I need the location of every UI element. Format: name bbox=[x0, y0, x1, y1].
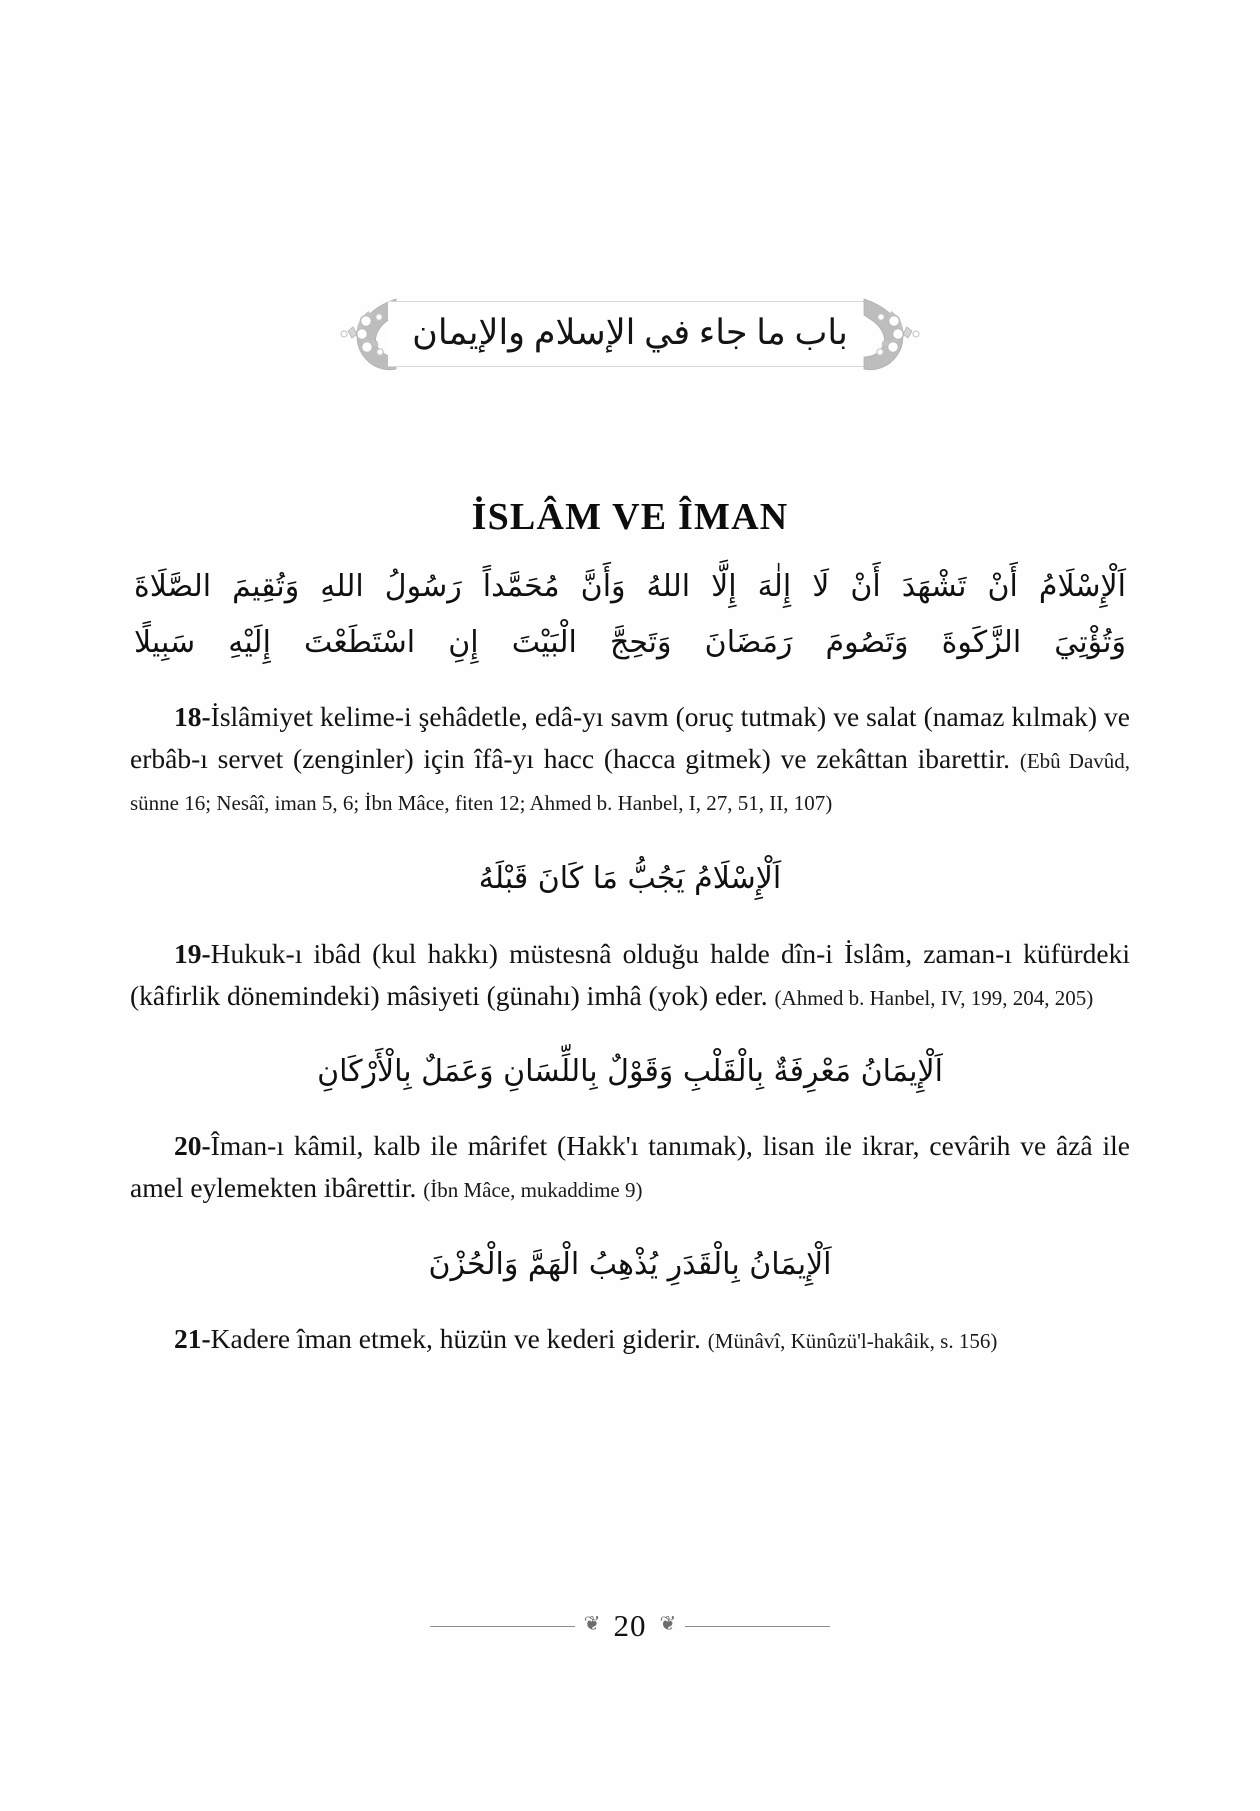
chapter-banner bbox=[130, 288, 1130, 380]
banner-right-ornament-icon bbox=[860, 295, 924, 373]
hadith-entry bbox=[130, 1237, 1130, 1360]
entry-number: 20- bbox=[174, 1130, 211, 1162]
footer-rule-right bbox=[685, 1626, 830, 1627]
banner-frame bbox=[340, 295, 920, 373]
hadith-list bbox=[130, 555, 1130, 1387]
entry-text: Îman-ı kâmil, kalb ile mârifet (Hakk'ı tanımak), lisan ile ikrar, cevârih ve âzâ ile amel eylemekten ibârettir. bbox=[130, 1130, 1130, 1204]
hadith-entry bbox=[130, 1044, 1130, 1209]
footer-left-ornament-icon: ❦ bbox=[583, 1613, 601, 1635]
page-number: 20 bbox=[613, 1608, 647, 1643]
page-footer bbox=[130, 1608, 1130, 1644]
footer-right-ornament-icon: ❦ bbox=[659, 1613, 677, 1635]
translation-paragraph bbox=[130, 1318, 1130, 1360]
arabic-quote-line: اَلْإِسْلَامُ يَجُبُّ مَا كَانَ قَبْلَهُ bbox=[478, 861, 782, 897]
page-title: İSLÂM VE ÎMAN bbox=[471, 496, 789, 539]
banner-heading-arabic: باب ما جاء في الإسلام والإيمان bbox=[412, 312, 848, 352]
entry-number: 19- bbox=[174, 937, 211, 969]
hadith-entry bbox=[130, 851, 1130, 1016]
entry-number: 18- bbox=[174, 701, 211, 732]
entry-text: İslâmiyet kelime-i şehâdetle, edâ-yı savm (oruç tutmak) ve salat (namaz kılmak) ve erbâb-ı servet (zenginler) için îfâ-yı hacc (hacca gitmek) ve zekâttan ibarettir. bbox=[130, 701, 1130, 774]
footer-rule-left bbox=[430, 1626, 575, 1627]
entry-citation: (Münâvî, Künûzü'l-hakâik, s. 156) bbox=[707, 1329, 998, 1354]
entry-number: 21- bbox=[174, 1323, 211, 1355]
entry-text: Hukuk-ı ibâd (kul hakkı) müstesnâ olduğu halde dîn-i İslâm, zaman-ı küfürdeki (kâfirlik dönemindeki) mâsiyeti (günahı) imhâ (yok) eder. bbox=[130, 937, 1130, 1011]
arabic-quote-line: اَلْإِيمَانُ بِالْقَدَرِ يُذْهِبُ الْهَمَّ وَالْحُزْنَ bbox=[428, 1246, 832, 1282]
arabic-quote-line: وَتُؤْتِيَ الزَّكَوةَ وَتَصُومَ رَمَضَانَ وَتَحِجَّ الْبَيْتَ إِنِ اسْتَطَعْتَ إِلَيْهِ سَبِيلًا bbox=[134, 624, 1126, 660]
entry-text: Kadere îman etmek, hüzün ve kederi giderir. bbox=[210, 1323, 701, 1355]
arabic-quote-line: اَلْإِيمَانُ مَعْرِفَةٌ بِالْقَلْبِ وَقَوْلٌ بِاللِّسَانِ وَعَمَلٌ بِالْأَرْكَانِ bbox=[317, 1053, 943, 1089]
translation-paragraph bbox=[130, 1125, 1130, 1209]
page-content bbox=[130, 0, 1130, 1811]
entry-citation: (İbn Mâce, mukaddime 9) bbox=[423, 1178, 643, 1203]
arabic-quote-line: اَلْإِسْلَامُ أَنْ تَشْهَدَ أَنْ لَا إِلٰهَ إِلَّا اللهُ وَأَنَّ مُحَمَّداً رَسُولُ اللهِ وَتُقِيمَ الصَّلَاةَ bbox=[134, 569, 1126, 604]
hadith-entry bbox=[130, 559, 1130, 821]
entry-citation: (Ahmed b. Hanbel, IV, 199, 204, 205) bbox=[774, 985, 1094, 1010]
translation-paragraph bbox=[130, 933, 1130, 1017]
entry-citation: (Ebû Davûd, sünne 16; Nesâî, iman 5, 6; İbn Mâce, fiten 12; Ahmed b. Hanbel, I, 27, 51, II, 107) bbox=[130, 748, 1131, 815]
translation-paragraph bbox=[130, 696, 1130, 821]
